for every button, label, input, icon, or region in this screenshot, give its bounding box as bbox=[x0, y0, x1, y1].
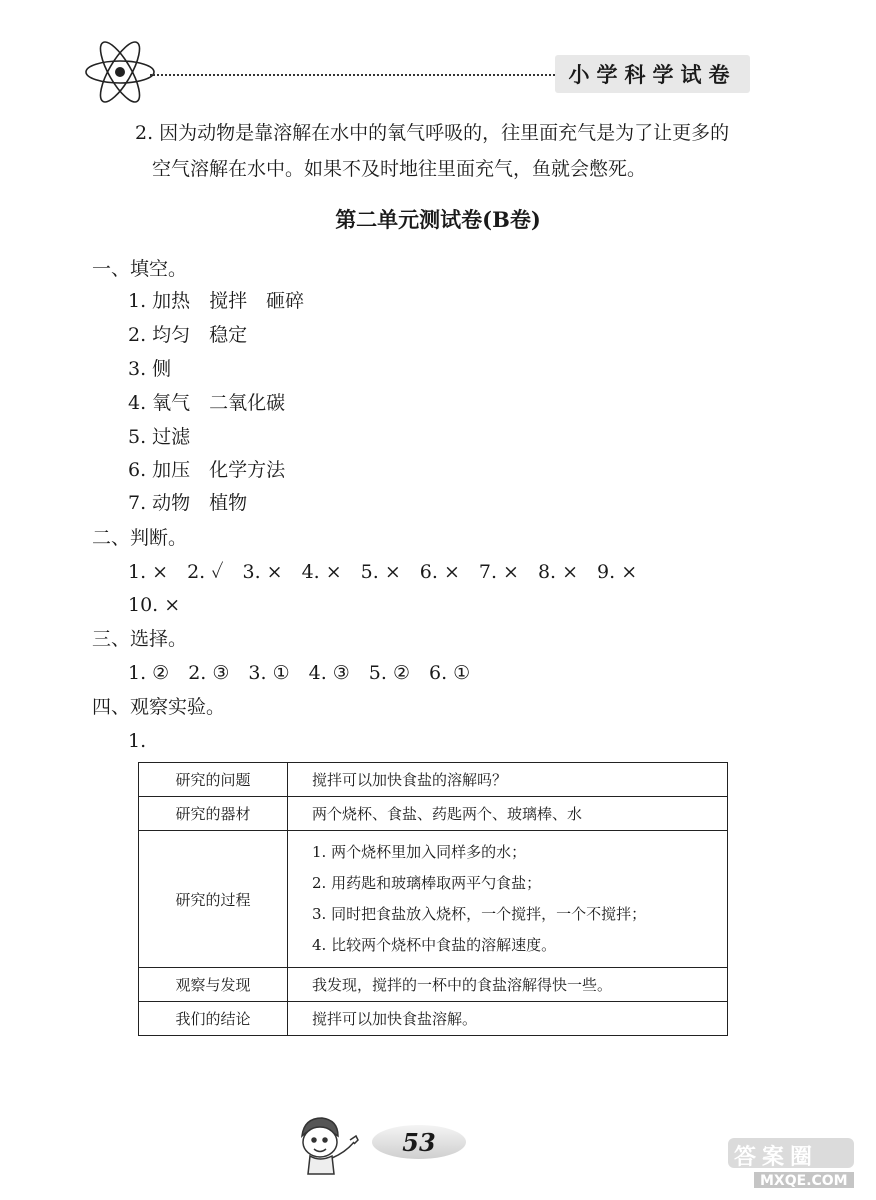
table-row bbox=[139, 763, 728, 797]
part4-item-number: 1. bbox=[128, 730, 147, 752]
table-row bbox=[139, 968, 728, 1002]
row-label: 研究的器材 bbox=[139, 797, 288, 831]
row-value: 两个烧杯、食盐、药匙两个、玻璃棒、水 bbox=[288, 797, 728, 831]
part1-item: 2. 均匀 稳定 bbox=[128, 324, 248, 346]
process-step: 4. 比较两个烧杯中食盐的溶解速度。 bbox=[312, 936, 557, 954]
part2-answers-line-2: 10. × bbox=[128, 594, 181, 616]
row-value: 我发现，搅拌的一杯中的食盐溶解得快一些。 bbox=[288, 968, 728, 1002]
part2-heading: 二、判断。 bbox=[92, 527, 188, 549]
prev-answer-line-1: 2. 因为动物是靠溶解在水中的氧气呼吸的，往里面充气是为了让更多的 bbox=[135, 122, 730, 144]
part4-heading: 四、观察实验。 bbox=[92, 696, 226, 718]
part3-heading: 三、选择。 bbox=[92, 628, 188, 650]
process-step: 3. 同时把食盐放入烧杯，一个搅拌，一个不搅拌； bbox=[312, 905, 647, 923]
part1-heading: 一、填空。 bbox=[92, 258, 188, 280]
row-label: 观察与发现 bbox=[139, 968, 288, 1002]
header-title: 小学科学试卷 bbox=[555, 55, 750, 93]
experiment-table bbox=[138, 762, 728, 1036]
section-title: 第二单元测试卷(B卷) bbox=[335, 207, 541, 232]
row-label: 研究的问题 bbox=[139, 763, 288, 797]
process-step: 1. 两个烧杯里加入同样多的水； bbox=[312, 843, 527, 861]
atom-icon bbox=[82, 34, 158, 110]
row-label: 研究的过程 bbox=[139, 831, 288, 968]
part2-answers-line-1: 1. × 2. ✓ 3. × 4. × 5. × 6. × 7. × 8. × 9. × bbox=[128, 561, 638, 583]
row-label: 我们的结论 bbox=[139, 1002, 288, 1036]
table-row bbox=[139, 831, 728, 968]
part1-item: 4. 氧气 二氧化碳 bbox=[128, 392, 286, 414]
process-step: 2. 用药匙和玻璃棒取两平勺食盐； bbox=[312, 874, 542, 892]
page-number: 53 bbox=[372, 1125, 466, 1159]
part1-item: 5. 过滤 bbox=[128, 426, 191, 448]
cartoon-boy-icon bbox=[290, 1112, 370, 1176]
row-value: 搅拌可以加快食盐的溶解吗？ bbox=[288, 763, 728, 797]
process-steps bbox=[288, 831, 728, 968]
part1-item: 7. 动物 植物 bbox=[128, 492, 248, 514]
table-row bbox=[139, 797, 728, 831]
part1-item: 1. 加热 搅拌 砸碎 bbox=[128, 290, 305, 312]
row-value: 搅拌可以加快食盐溶解。 bbox=[288, 1002, 728, 1036]
part3-answers: 1. ② 2. ③ 3. ① 4. ③ 5. ② 6. ① bbox=[128, 662, 471, 684]
table-row bbox=[139, 1002, 728, 1036]
part1-item: 6. 加压 化学方法 bbox=[128, 459, 286, 481]
header-dotted-rule bbox=[150, 74, 570, 76]
prev-answer-line-2: 空气溶解在水中。如果不及时地往里面充气，鱼就会憋死。 bbox=[152, 158, 647, 180]
part1-item: 3. 侧 bbox=[128, 358, 172, 380]
watermark-logo-text: 答案圈 bbox=[734, 1145, 819, 1170]
watermark-site: MXQE.COM bbox=[760, 1173, 848, 1189]
